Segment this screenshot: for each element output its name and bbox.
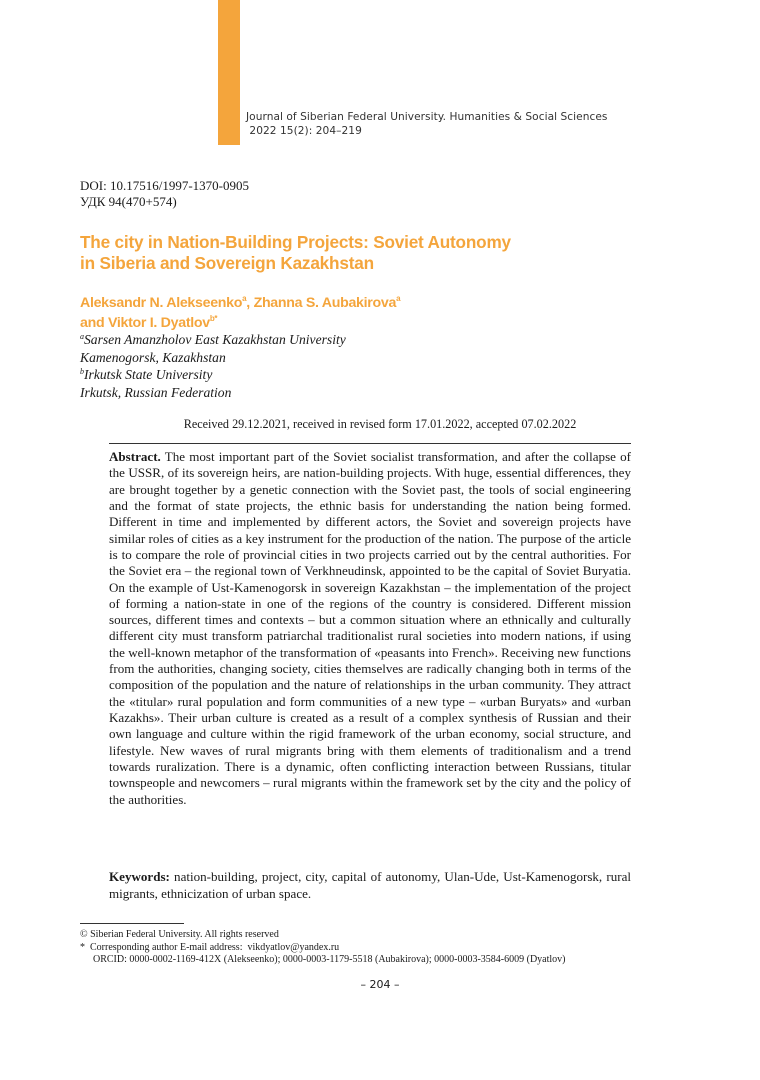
affiliations <box>80 331 346 401</box>
author-name: Aleksandr N. Alekseenko <box>80 295 243 311</box>
affil-institution: Sarsen Amanzholov East Kazakhstan University <box>84 332 346 347</box>
author-separator: , <box>246 295 254 311</box>
author-list <box>80 293 640 333</box>
author-name: Zhanna S. Aubakirova <box>253 295 397 311</box>
journal-header <box>246 110 608 138</box>
keywords-label: Keywords: <box>109 869 170 884</box>
author-name: Viktor I. Dyatlov <box>107 315 210 331</box>
journal-issue: 2022 15(2): 204–219 <box>246 125 362 137</box>
udk: УДК 94(470+574) <box>80 194 177 209</box>
author-affil-mark: a <box>242 294 247 303</box>
title-line: in Siberia and Sovereign Kazakhstan <box>80 253 374 273</box>
abstract <box>109 449 631 808</box>
abstract-label: Abstract. <box>109 449 161 464</box>
author-affil-mark: a <box>396 294 401 303</box>
received-dates: Received 29.12.2021, received in revised form 17.01.2022, accepted 07.02.2022 <box>183 417 577 431</box>
affil-mark: b <box>80 367 84 377</box>
author-affil-mark: b* <box>209 314 218 323</box>
affil-location: Irkutsk, Russian Federation <box>80 384 232 400</box>
journal-name: Journal of Siberian Federal University. Humanities & Social Sciences <box>246 111 608 123</box>
affil-location: Kamenogorsk, Kazakhstan <box>80 349 226 365</box>
corresponding-author-note: * Corresponding author E-mail address: vikdyatlov@yandex.ru <box>80 941 340 953</box>
article-identifiers <box>80 178 249 210</box>
affil-mark: a <box>80 332 84 341</box>
footnote-divider <box>80 923 184 924</box>
affil-institution: Irkutsk State University <box>84 367 213 383</box>
title-line: The city in Nation-Building Projects: Soviet Autonomy <box>80 232 511 252</box>
footnotes <box>80 929 566 967</box>
abstract-divider <box>109 443 631 444</box>
copyright-note: © Siberian Federal University. All rights reserved <box>80 929 279 940</box>
keywords-text: nation-building, project, city, capital of autonomy, Ulan-Ude, Ust-Kamenogorsk, rural migrants, ethnicization of urban space. <box>109 869 631 901</box>
orcid-note: ORCID: 0000-0002-1169-412X (Alekseenko); 0000-0003-1179-5518 (Aubakirova); 0000-0003-3584-6009 (Dyatlov) <box>93 954 566 966</box>
header-accent-bar <box>218 0 240 145</box>
page-number: – 204 – <box>360 978 400 991</box>
keywords <box>109 868 631 902</box>
author-conjunction: and <box>80 315 108 331</box>
abstract-text: The most important part of the Soviet socialist transformation, and after the collapse of the USSR, of its sovereign heirs, are nation-building projects. With huge, essential differences, they are brought together by a genetic connection with the Soviet past, the tools of social engineering and the format of state projects, the ethnic basis for understanding the nation being formed. Different in time and implemented by different actors, the Soviet and sovereign projects have similar roles of cities as a key instrument for the production of the nation. The purpose of the article is to compare the role of provincial cities in two projects carried out by the central authorities. For the Soviet era – the regional town of Verkhneudinsk, appointed to be the capital of Soviet Buryatia. On the example of Ust-Kamenogorsk in sovereign Kazakhstan – the implementation of the project of forming a nation-state in one of the regions of the country is considered. Different mission sources, different times and contexts – but a common situation where an ethnically and culturally different city must transform patriarchal traditionalist rural societies into modern nations, if using the well-known metaphor of the transformation of «peasants into French». Receiving new functions from the authorities, changing society, cities themselves are radically changing both in terms of the composition of the population and the nature of relationships in the urban community. They attract the «titular» rural population and form communities of a new type – «urban Buryats» and «urban Kazakhs». Their urban culture is created as a result of a complex synthesis of Russian and their own language and culture within the rigid framework of the urban economy, social structure, and lifestyle. New waves of rural migrants bring with them elements of traditionalism and a trend towards ruralization. There is a dynamic, often conflicting interaction between Russians, titular townspeople and newcomers – rural migrants within the framework set by the city and the policy of the authorities. <box>109 449 631 807</box>
doi: DOI: 10.17516/1997-1370-0905 <box>80 178 249 193</box>
article-title <box>80 232 640 274</box>
